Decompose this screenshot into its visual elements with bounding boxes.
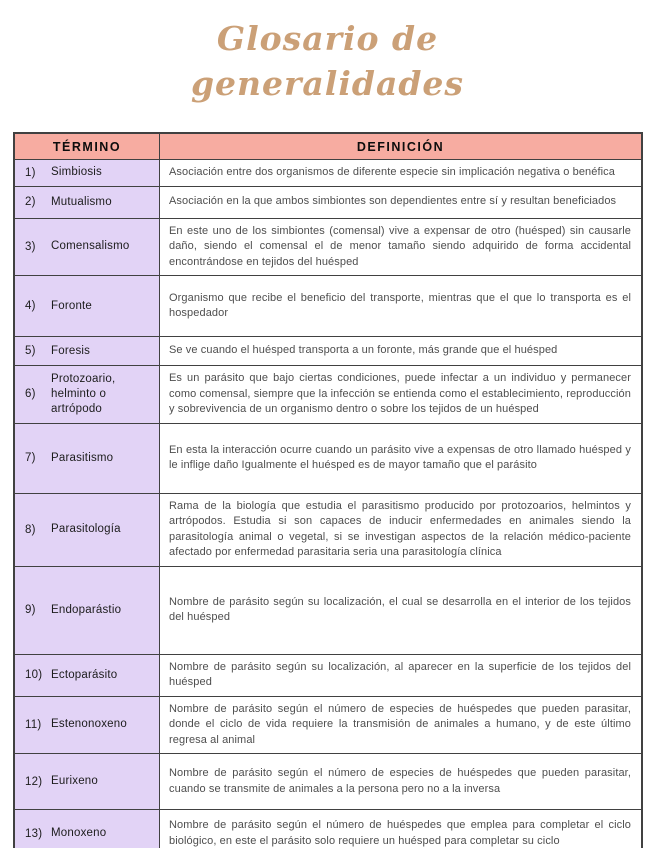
term-cell — [15, 567, 160, 654]
definition-cell — [160, 697, 641, 754]
definition-column-header: DEFINICIÓN — [160, 134, 641, 159]
term-cell — [15, 366, 160, 423]
term-number: 8) — [25, 523, 36, 536]
definition-text: Nombre de parásito según el número de especies de huéspedes que pueden parasitar, cuando se transmite de animales a la persona pero no a la inversa — [169, 767, 631, 795]
table-row — [15, 276, 641, 337]
definition-cell — [160, 366, 641, 423]
definition-cell — [160, 276, 641, 336]
table-row — [15, 697, 641, 755]
page-title-line-1: Glosario de — [216, 19, 439, 58]
definition-text: Nombre de parásito según el número de especies de huéspedes que pueden parasitar, donde el ciclo de vida requiere la transmisión de animales a humano, y de este último regresa al animal — [169, 702, 631, 746]
page-title — [0, 16, 655, 106]
term-number: 4) — [25, 300, 36, 312]
definition-text: En esta la interacción ocurre cuando un parásito vive a expensas de otro llamado huésped y le inflige daño Igualmente el huésped es de mayor tamaño que el parásito — [169, 443, 631, 471]
definition-text: Rama de la biología que estudia el parasitismo producido por protozoarios, helmintos y artrópodos. Estudia si son capaces de inducir enfermedades en animales siendo la parasitología animal o vegetal, si se investigan aspectos de la relación médico-paciente afectado por enfermedad parasitaria seria una parasitología clínica — [169, 499, 631, 558]
term-label: Parasitología — [51, 523, 121, 535]
definition-text: Nombre de parásito según su localización, el cual se desarrolla en el interior de los tejidos del huésped — [169, 595, 631, 623]
table-row — [15, 366, 641, 424]
term-label: Eurixeno — [51, 775, 98, 787]
definition-text: Asociación en la que ambos simbiontes son dependientes entre sí y resultan beneficiados — [169, 195, 617, 208]
definition-cell — [160, 655, 641, 696]
term-number: 13) — [25, 827, 43, 840]
definition-cell — [160, 337, 641, 365]
page-title-line-2: generalidades — [190, 64, 464, 103]
term-cell — [15, 424, 160, 493]
term-cell — [15, 276, 160, 336]
definition-text: En este uno de los simbiontes (comensal) vive a expensar de otro (huésped) sin causarle daño, siendo el comensal el de menor tamaño siendo adquirido de forma accidental encontrándose en tejidos del huésped — [169, 224, 631, 268]
definition-text: Organismo que recibe el beneficio del transporte, mientras que el que lo transporta es el hospedador — [169, 291, 631, 319]
definition-cell — [160, 810, 641, 848]
table-row — [15, 810, 641, 848]
definition-cell — [160, 494, 641, 566]
table-row — [15, 567, 641, 655]
term-label: Monoxeno — [51, 827, 107, 839]
table-row — [15, 494, 641, 567]
term-label: Comensalismo — [51, 240, 130, 253]
definition-cell — [160, 219, 641, 276]
definition-cell — [160, 567, 641, 654]
term-cell — [15, 337, 160, 365]
table-row — [15, 337, 641, 366]
table-row — [15, 424, 641, 494]
table-row — [15, 219, 641, 277]
term-cell — [15, 160, 160, 186]
term-cell — [15, 219, 160, 276]
term-number: 3) — [25, 240, 36, 253]
term-column-header: TÉRMINO — [15, 134, 160, 159]
definition-text: Asociación entre dos organismos de diferente especie sin implicación negativa o benéfica — [169, 166, 616, 178]
term-label: Ectoparásito — [51, 668, 118, 681]
definition-cell — [160, 160, 641, 186]
table-row — [15, 160, 641, 187]
definition-text: Se ve cuando el huésped transporta a un foronte, más grande que el huésped — [169, 344, 558, 357]
term-label: Estenonoxeno — [51, 718, 127, 731]
term-label: Simbiosis — [51, 166, 103, 179]
definition-text: Nombre de parásito según su localización, al aparecer en la superficie de los tejidos del huésped — [169, 660, 631, 688]
table-header-row — [15, 134, 641, 160]
definition-cell — [160, 754, 641, 809]
term-label: Foresis — [51, 344, 91, 357]
term-label: Mutualismo — [51, 195, 112, 208]
term-cell — [15, 697, 160, 754]
term-number: 12) — [25, 775, 43, 788]
term-cell — [15, 494, 160, 566]
term-label: Protozoario, helminto o artrópodo — [51, 372, 116, 415]
definition-text: Es un parásito que bajo ciertas condiciones, puede infectar a un individuo y permanecer como comensal, siempre que la infección se entienda como el establecimiento, reproducción y sobrevivencia de un organismo dentro o sobre los tejidos de un huésped — [169, 372, 631, 415]
term-number: 7) — [25, 452, 36, 464]
definition-cell — [160, 424, 641, 493]
term-number: 5) — [25, 345, 36, 357]
definition-cell — [160, 187, 641, 218]
glossary-table — [13, 132, 643, 848]
term-cell — [15, 754, 160, 809]
term-number: 10) — [25, 669, 43, 681]
table-rows — [15, 160, 641, 848]
table-row — [15, 754, 641, 810]
term-label: Parasitismo — [51, 451, 114, 464]
term-label: Foronte — [51, 299, 93, 312]
term-label: Endoparástio — [51, 603, 122, 616]
definition-text: Nombre de parásito según el número de huéspedes que emplea para completar el ciclo biológico, en este el parásito solo requiere un huésped para completar su ciclo — [169, 819, 631, 847]
term-number: 1) — [25, 166, 36, 179]
table-row — [15, 187, 641, 219]
term-cell — [15, 187, 160, 218]
table-row — [15, 655, 641, 697]
term-cell — [15, 810, 160, 848]
term-number: 6) — [25, 388, 36, 401]
term-number: 11) — [25, 718, 42, 731]
term-cell — [15, 655, 160, 696]
term-number: 2) — [25, 196, 36, 208]
term-number: 9) — [25, 604, 36, 616]
